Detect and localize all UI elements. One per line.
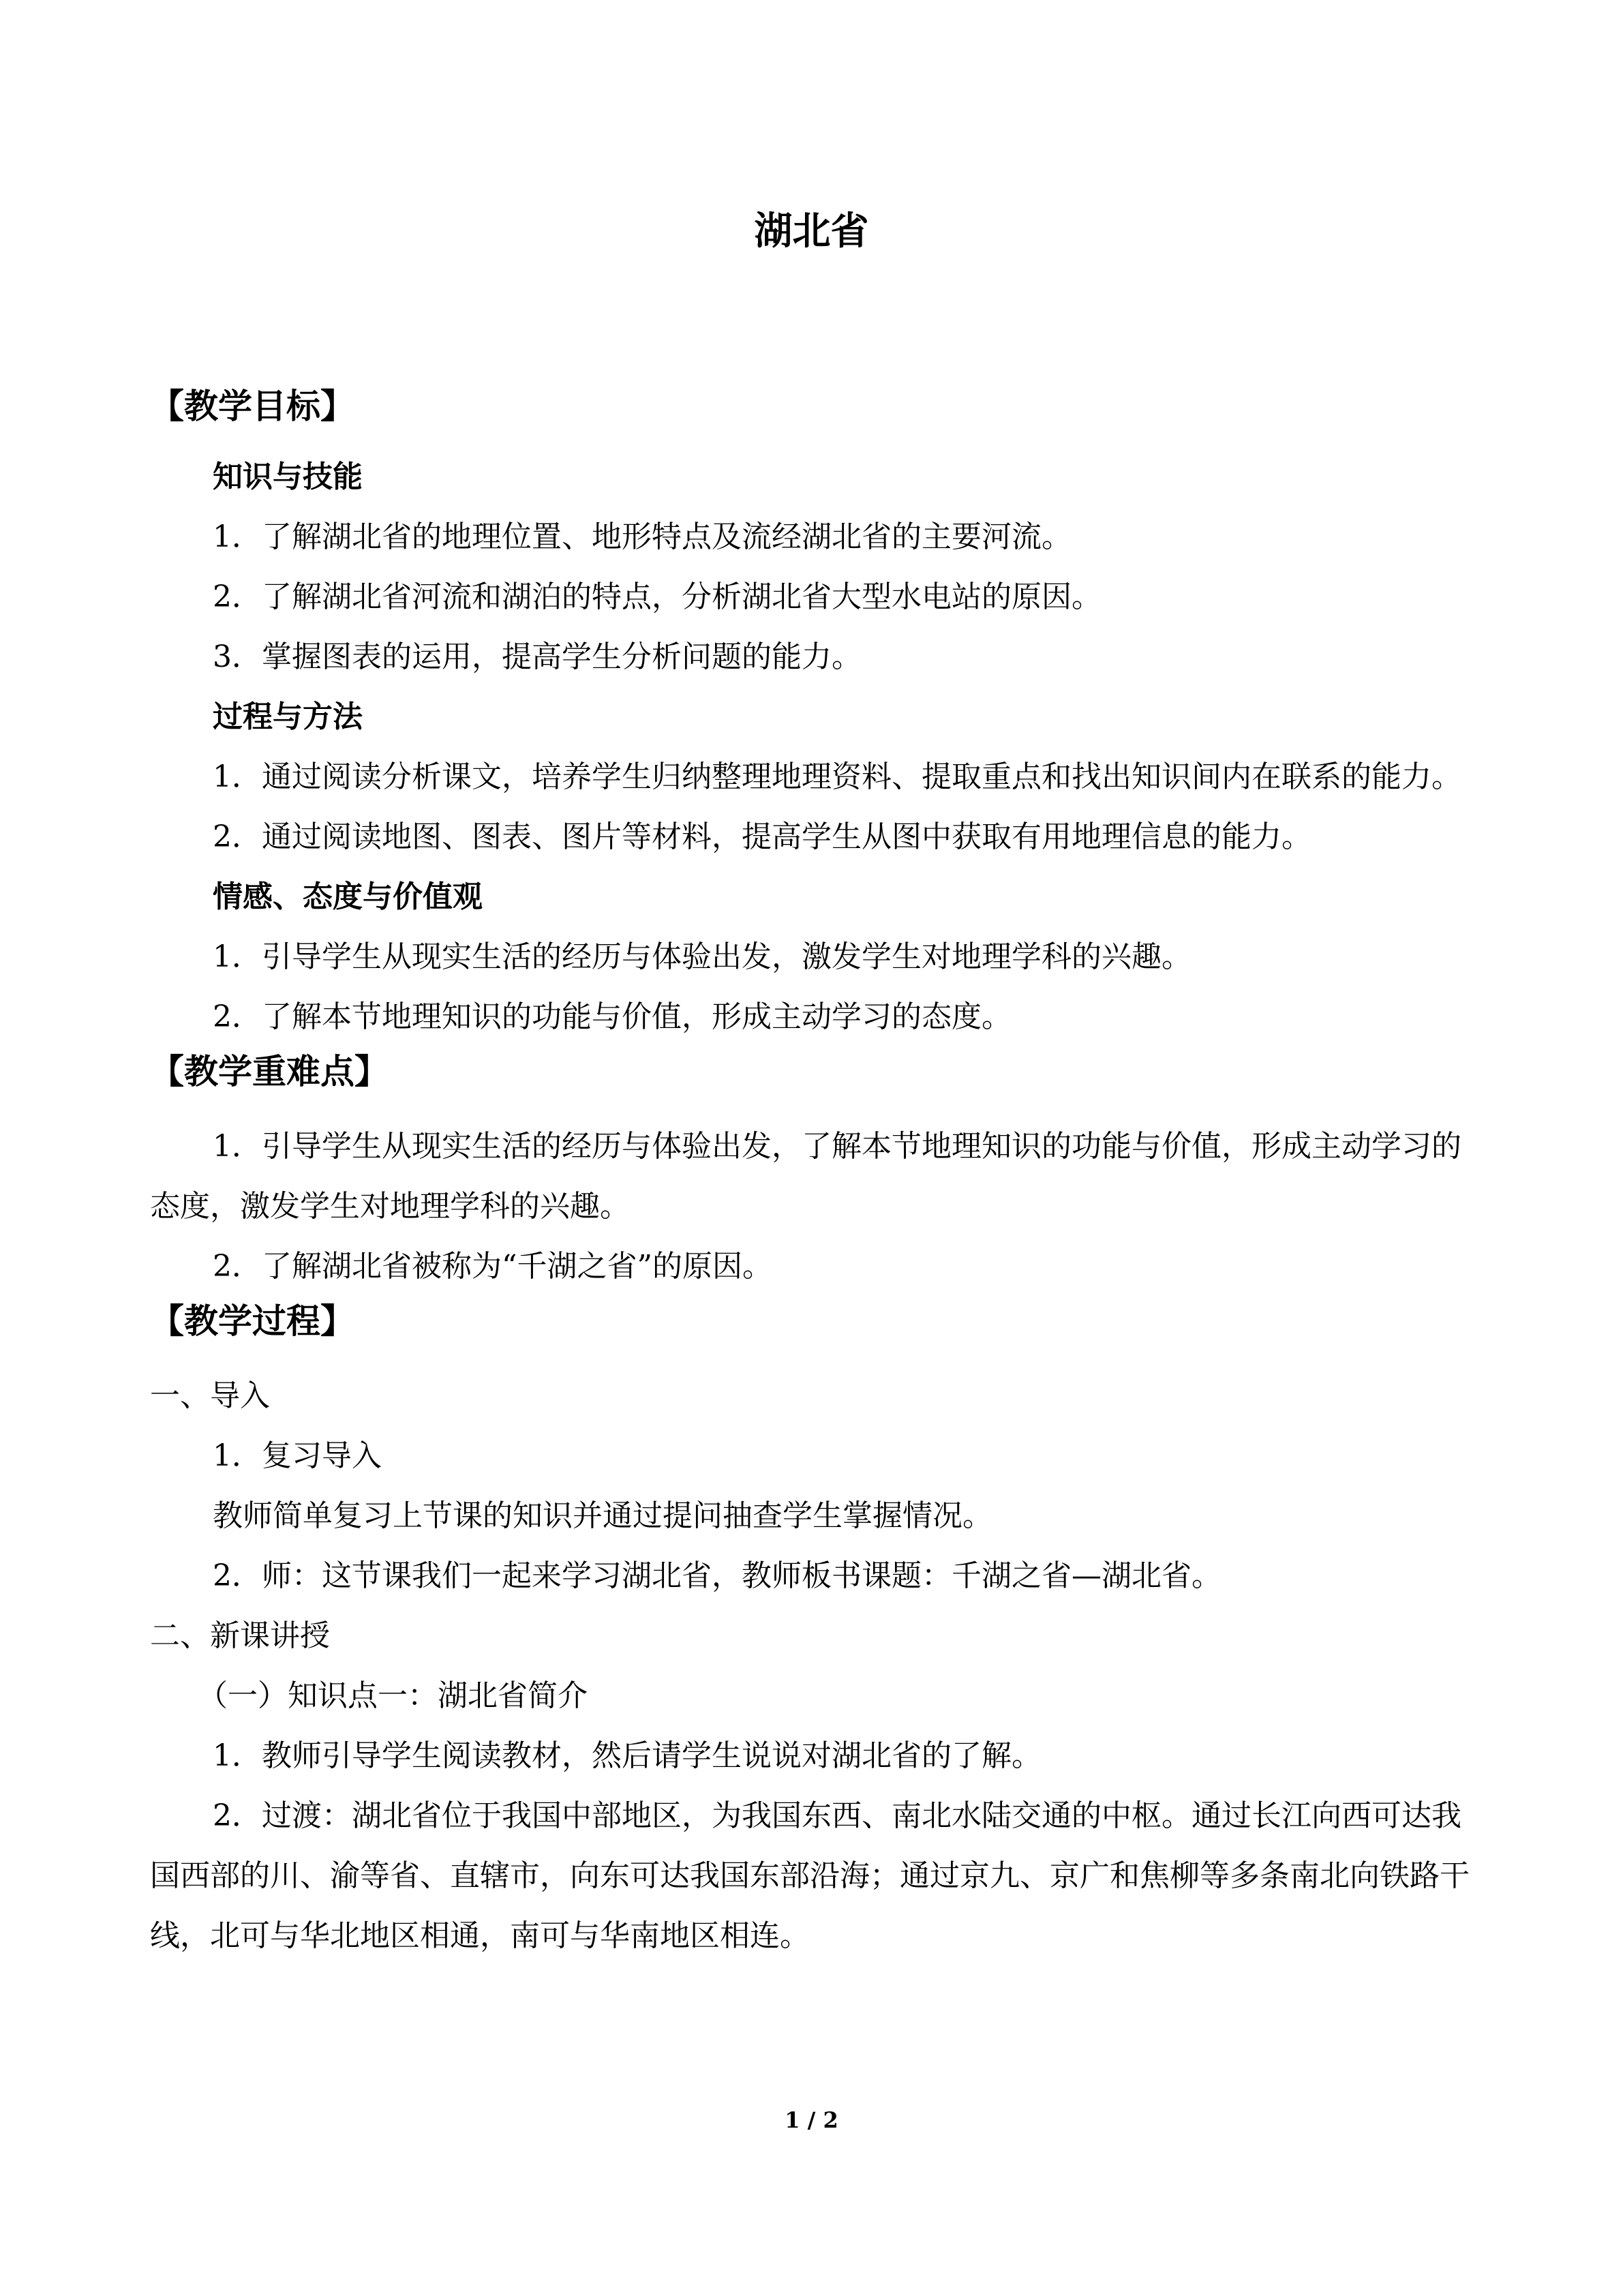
subheading-knowledge: 知识与技能 (213, 459, 363, 494)
document-title: 湖北省 (754, 209, 869, 254)
paragraph: 3．掌握图表的运用，提高学生分析问题的能力。 (213, 639, 862, 674)
paragraph: 2．了解湖北省被称为“千湖之省”的原因。 (213, 1249, 772, 1284)
paragraph: 1．引导学生从现实生活的经历与体验出发，激发学生对地理学科的兴趣。 (213, 939, 1192, 974)
paragraph: 1．复习导入 (213, 1438, 382, 1473)
section-key-points (150, 1047, 1476, 1297)
paragraph: 1．通过阅读分析课文，培养学生归纳整理地理资料、提取重点和找出知识间内在联系的能力。 (213, 759, 1461, 794)
section-heading-process: 【教学过程】 (150, 1301, 354, 1341)
paragraph: 1．了解湖北省的地理位置、地形特点及流经湖北省的主要河流。 (213, 519, 1072, 554)
subheading-process: 过程与方法 (213, 699, 363, 734)
paragraph: 2．了解湖北省河流和湖泊的特点，分析湖北省大型水电站的原因。 (213, 579, 1102, 614)
section-heading-key-points: 【教学重难点】 (150, 1052, 389, 1091)
document-body (150, 382, 1476, 1966)
section-heading-objectives: 【教学目标】 (150, 387, 354, 426)
sub-label-knowledge-point: （一）知识点一：湖北省简介 (198, 1678, 588, 1713)
part-label-intro: 一、导入 (150, 1378, 270, 1413)
subheading-emotion: 情感、态度与价值观 (213, 879, 483, 914)
section-process (150, 1297, 1476, 1966)
paragraph: 2．过渡：湖北省位于我国中部地区，为我国东西、南北水陆交通的中枢。通过长江向西可达我国西部的川、渝等省、直辖市，向东可达我国东部沿海；通过京九、京广和焦柳等多条南北向铁路干线，北可与华北地区相通，南可与华南地区相连。 (150, 1798, 1470, 1953)
paragraph: 1．引导学生从现实生活的经历与体验出发，了解本节地理知识的功能与价值，形成主动学习的态度，激发学生对地理学科的兴趣。 (150, 1129, 1461, 1224)
paragraph: 2．了解本节地理知识的功能与价值，形成主动学习的态度。 (213, 999, 1012, 1034)
paragraph: 教师简单复习上节课的知识并通过提问抽查学生掌握情况。 (213, 1498, 992, 1533)
section-objectives (150, 382, 1476, 1047)
part-label-new-lesson: 二、新课讲授 (150, 1618, 330, 1653)
paragraph: 1．教师引导学生阅读教材，然后请学生说说对湖北省的了解。 (213, 1738, 1042, 1773)
paragraph: 2．师：这节课我们一起来学习湖北省，教师板书课题：千湖之省—湖北省。 (213, 1558, 1222, 1593)
page-indicator: 1 / 2 (785, 2107, 838, 2133)
paragraph: 2．通过阅读地图、图表、图片等材料，提高学生从图中获取有用地理信息的能力。 (213, 819, 1311, 854)
